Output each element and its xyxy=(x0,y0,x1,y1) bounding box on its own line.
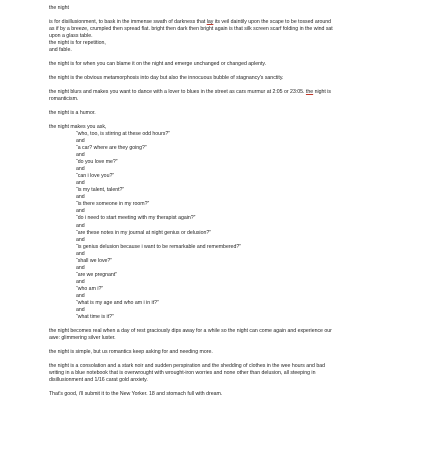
asks-intro: the night makes you ask, xyxy=(49,123,107,130)
ask-line: “are these notes in my journal at night genius or delusion?” xyxy=(76,229,211,236)
ask-line: “is genius delusion because i want to be remarkable and remembered?” xyxy=(76,243,241,250)
opening-paragraph xyxy=(49,19,409,54)
opening-line-2: as if by a breeze, crumpled then spread flat. bright then dark then bright again is that silk screen scarf folding in the wind sat xyxy=(49,25,333,32)
blurs-line-2: romanticism. xyxy=(49,95,79,102)
ask-line: and xyxy=(76,307,85,314)
ask-line: “do i need to start meeting with my therapist again?” xyxy=(76,215,196,222)
consolation-line-2: writing in a blue notebook that is overwrought with wrought-iron worries and none other than delusion, all steeping in xyxy=(49,370,316,377)
consolation-paragraph xyxy=(49,363,409,384)
ask-line: “shall we love?” xyxy=(76,257,113,264)
real-line-2: awe: glimmering silver luster. xyxy=(49,335,116,342)
ask-line: “are we pregnant” xyxy=(76,271,117,278)
opening-line-5: and fable. xyxy=(49,47,72,54)
document-body xyxy=(49,5,409,405)
ask-line: and xyxy=(76,166,85,173)
ask-line: “what is my age and who am i in it?” xyxy=(76,300,159,307)
opening-line-3: upon a glass table. xyxy=(49,33,93,40)
opening-line-1 xyxy=(49,19,409,26)
metamorphosis-paragraph xyxy=(49,75,409,82)
blame-paragraph xyxy=(49,61,409,68)
ask-line: and xyxy=(76,152,85,159)
ask-line: “is there someone in my room?” xyxy=(76,201,150,208)
ask-line: and xyxy=(76,194,85,201)
simple-text: the night is simple, but us romantics keep asking for and needing more. xyxy=(49,349,213,356)
ask-line: and xyxy=(76,264,85,271)
ask-line: “who am i?” xyxy=(76,285,104,292)
final-text: That's good, i'll submit it to the New Yorker. 18 and stomach full with dream. xyxy=(49,391,223,398)
ask-line: “a car? where are they going?” xyxy=(76,145,147,151)
ask-line: and xyxy=(76,222,85,229)
opening-line-1-text: is for disillusionment, to bask in the immense swath of darkness that xyxy=(49,18,207,25)
blame-text: the night is for when you can blame it on the night and emerge unchanged or changed aplenty. xyxy=(49,61,267,68)
ask-line: “is my talent, talent?” xyxy=(76,187,125,194)
opening-line-4: the night is for repetition, xyxy=(49,40,106,47)
ask-line: and xyxy=(76,208,85,215)
opening-line-1-tail: its veil daintily upon the scape to be tossed around xyxy=(213,18,332,25)
asks-paragraph xyxy=(49,124,409,321)
ask-line: “who, too, is stirring at these odd hours?” xyxy=(76,130,170,137)
consolation-line-3: disillusionment and 1/16 carat gold anxiety. xyxy=(49,377,148,384)
humor-text: the night is a humor. xyxy=(49,109,96,116)
real-line-1: the night becomes real when a day of rest graciously dips away for a while so the night can come again and experience our xyxy=(49,328,332,335)
humor-paragraph xyxy=(49,110,409,117)
ask-line: and xyxy=(76,236,85,243)
simple-paragraph xyxy=(49,349,409,356)
blurs-line-1-text: the night blurs and makes you want to dance with a lover to blues in the street as cars murmur at 2:05 or 23:05. xyxy=(49,88,306,95)
metamorphosis-text: the night is the obvious metamorphosis into day but also the innocuous bubble of stagnancy's sanctity. xyxy=(49,75,284,81)
blurs-line-1 xyxy=(49,89,409,96)
title-paragraph xyxy=(49,5,409,12)
ask-line: “can i love you?” xyxy=(76,173,115,180)
final-paragraph xyxy=(49,391,409,398)
real-paragraph xyxy=(49,328,409,342)
document-title: the night xyxy=(49,5,69,11)
ask-line: and xyxy=(76,137,85,144)
ask-line: “do you love me?” xyxy=(76,159,118,166)
spellcheck-word-lay[interactable]: lay xyxy=(206,18,214,25)
consolation-line-1: the night is a consolation and a stark noir and sudden perspiration and the shedding of clothes in the wee hours and bad xyxy=(49,362,325,369)
ask-line: and xyxy=(76,180,85,187)
blurs-paragraph xyxy=(49,89,409,103)
blurs-line-1-tail: night is xyxy=(313,88,332,95)
ask-line: and xyxy=(76,292,85,299)
ask-line: “what time is it?” xyxy=(76,314,114,321)
ask-line: and xyxy=(76,250,85,257)
spellcheck-word-the[interactable]: the xyxy=(305,88,314,95)
ask-line: and xyxy=(76,278,85,285)
